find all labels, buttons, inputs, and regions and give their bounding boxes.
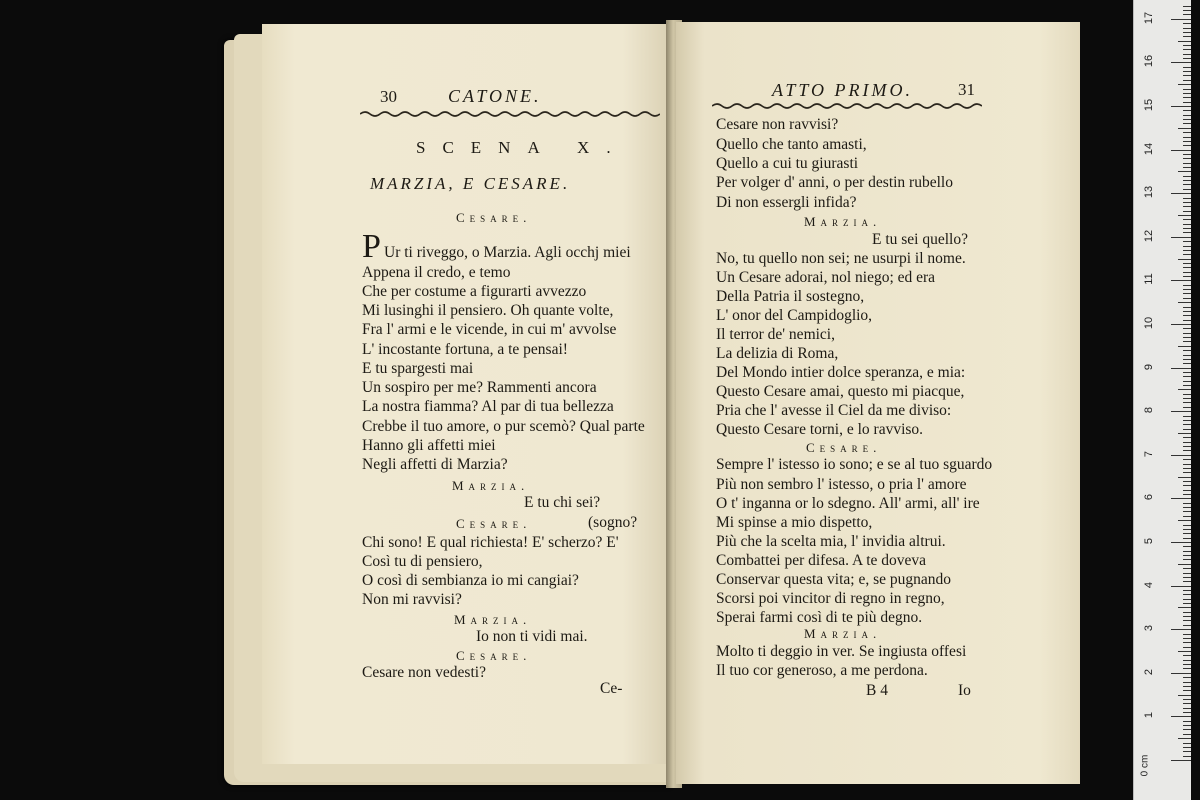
- ruler-tick: [1171, 237, 1191, 238]
- ruler-tick: [1171, 280, 1191, 281]
- verse-line: Un sospiro per me? Rammenti ancora: [362, 379, 597, 396]
- ruler-tick: [1183, 381, 1191, 382]
- ruler-number: 3: [1143, 625, 1155, 632]
- left-page-number: 30: [380, 87, 397, 106]
- ruler-tick: [1183, 337, 1191, 338]
- verse-line: La nostra fiamma? Al par di tua bellezza: [362, 398, 614, 415]
- ruler-unit-label: 0 cm: [1139, 754, 1151, 777]
- ruler-number: 15: [1143, 98, 1155, 112]
- ruler-tick: [1183, 276, 1191, 277]
- ruler-tick: [1183, 511, 1191, 512]
- ruler-tick: [1178, 607, 1191, 608]
- verse-line: Pria che l' avesse il Ciel da me diviso:: [716, 402, 952, 419]
- ruler-tick: [1183, 620, 1191, 621]
- ruler-tick: [1183, 67, 1191, 68]
- left-ornament-rule: [360, 110, 660, 118]
- ruler-tick: [1183, 372, 1191, 373]
- ruler-number: 17: [1143, 11, 1155, 24]
- ruler-tick: [1183, 267, 1191, 268]
- ruler-tick: [1183, 293, 1191, 294]
- verse-line: Quello a cui tu giurasti: [716, 155, 859, 172]
- ruler-tick: [1183, 167, 1191, 168]
- ruler-tick: [1183, 176, 1191, 177]
- ruler-tick: [1183, 89, 1191, 90]
- verse-line: Questo Cesare amai, questo mi piacque,: [716, 383, 965, 400]
- ruler-tick: [1183, 490, 1191, 491]
- ruler-tick: [1178, 215, 1191, 216]
- ruler-tick: [1171, 106, 1191, 107]
- ruler-tick: [1183, 503, 1191, 504]
- ruler-tick: [1183, 581, 1191, 582]
- ruler-tick: [1183, 54, 1191, 55]
- verse-line: Di non essergli infida?: [716, 194, 857, 211]
- ruler-tick: [1183, 154, 1191, 155]
- ruler-tick: [1183, 743, 1191, 744]
- ruler-tick: [1183, 590, 1191, 591]
- ruler-tick: [1171, 716, 1191, 717]
- ruler-number: 16: [1143, 55, 1155, 68]
- verse-line: O così di sembianza io mi cangiai?: [362, 572, 579, 589]
- ruler-tick: [1183, 137, 1191, 138]
- ruler-tick: [1183, 525, 1191, 526]
- verse-line: Scorsi poi vincitor di regno in regno,: [716, 590, 945, 607]
- speaker-label: Cesare.: [456, 516, 532, 531]
- ruler-tick: [1183, 219, 1191, 220]
- ruler-tick: [1183, 734, 1191, 735]
- verse-line: Più non sembro l' istesso, o pria l' amore: [716, 476, 967, 493]
- verse-line: Sperai farmi così di te più degno.: [716, 609, 923, 626]
- ruler-tick: [1178, 171, 1191, 172]
- ruler-tick: [1183, 551, 1191, 552]
- catchword: Io: [958, 682, 971, 699]
- verse-line: Più che la scelta mia, l' invidia altrui.: [716, 533, 946, 550]
- ruler-tick: [1178, 738, 1191, 739]
- ruler-tick: [1183, 145, 1191, 146]
- ruler-tick: [1183, 712, 1191, 713]
- speaker-label: Marzia.: [452, 478, 530, 493]
- ruler-tick: [1183, 437, 1191, 438]
- ruler-tick: [1183, 721, 1191, 722]
- ruler-tick: [1178, 302, 1191, 303]
- ruler-number: 6: [1143, 494, 1155, 501]
- ruler-tick: [1183, 529, 1191, 530]
- drop-capital: P: [362, 228, 381, 265]
- ruler-tick: [1183, 58, 1191, 59]
- ruler-tick: [1183, 729, 1191, 730]
- ruler-tick: [1183, 568, 1191, 569]
- ruler-tick: [1183, 224, 1191, 225]
- ruler-tick: [1171, 455, 1191, 456]
- ruler-tick: [1183, 690, 1191, 691]
- right-running-head: ATTO PRIMO.: [772, 80, 913, 100]
- ruler-tick: [1183, 446, 1191, 447]
- ruler-tick: [1183, 625, 1191, 626]
- ruler-tick: [1183, 533, 1191, 534]
- verse-line: Del Mondo intier dolce speranza, e mia:: [716, 364, 966, 381]
- ruler-tick: [1183, 115, 1191, 116]
- ruler-tick: [1183, 6, 1191, 7]
- ruler-tick: [1183, 28, 1191, 29]
- right-page-number: 31: [958, 80, 975, 99]
- verse-line: Conservar questa vita; e, se pugnando: [716, 571, 952, 588]
- ruler-tick: [1183, 668, 1191, 669]
- ruler-number: 13: [1143, 186, 1155, 199]
- ruler-tick: [1183, 634, 1191, 635]
- ruler-tick: [1183, 555, 1191, 556]
- ruler-tick: [1183, 442, 1191, 443]
- scene-title: SCENA X.: [416, 138, 628, 157]
- right-ornament-rule: [712, 102, 982, 110]
- ruler-tick: [1183, 516, 1191, 517]
- ruler-number: 1: [1143, 712, 1155, 719]
- ruler-tick: [1178, 564, 1191, 565]
- scene-characters: MARZIA, E CESARE.: [370, 174, 571, 193]
- ruler-tick: [1183, 110, 1191, 111]
- ruler-number: 14: [1143, 142, 1155, 155]
- ruler-tick: [1183, 472, 1191, 473]
- ruler-tick: [1183, 320, 1191, 321]
- ruler-tick: [1183, 189, 1191, 190]
- ruler-tick: [1183, 328, 1191, 329]
- ruler-tick: [1183, 429, 1191, 430]
- verse-line: Chi sono! E qual richiesta! E' scherzo? E': [362, 534, 619, 551]
- verse-line: Combattei per difesa. A te doveva: [716, 552, 927, 569]
- ruler-tick: [1183, 664, 1191, 665]
- ruler-tick: [1183, 747, 1191, 748]
- ruler-tick: [1171, 62, 1191, 63]
- ruler-tick: [1183, 350, 1191, 351]
- verse-line: Appena il credo, e temo: [362, 264, 511, 281]
- ruler-tick: [1183, 363, 1191, 364]
- verse-line: Cesare non vedesti?: [362, 664, 486, 681]
- ruler-tick: [1183, 250, 1191, 251]
- ruler-tick: [1171, 324, 1191, 325]
- ruler-tick: [1183, 647, 1191, 648]
- ruler-tick: [1183, 71, 1191, 72]
- speaker-label: Cesare.: [456, 210, 532, 225]
- left-running-head: CATONE.: [448, 86, 542, 106]
- ruler-tick: [1183, 464, 1191, 465]
- ruler-tick: [1178, 520, 1191, 521]
- verse-line: Un Cesare adorai, nol niego; ed era: [716, 269, 936, 286]
- ruler-number: 9: [1143, 363, 1155, 370]
- verse-line: (sogno?: [588, 514, 638, 531]
- ruler-tick: [1178, 389, 1191, 390]
- ruler-tick: [1183, 285, 1191, 286]
- ruler-tick: [1183, 289, 1191, 290]
- verse-line: Molto ti deggio in ver. Se ingiusta offesi: [716, 643, 967, 660]
- ruler-number: 7: [1143, 450, 1155, 457]
- ruler-tick: [1171, 760, 1191, 761]
- speaker-label: Marzia.: [454, 612, 532, 627]
- ruler-number: 10: [1143, 316, 1155, 330]
- verse-line: E tu chi sei?: [524, 494, 601, 511]
- ruler-tick: [1183, 49, 1191, 50]
- ruler-number: 12: [1143, 229, 1155, 242]
- ruler-number: 11: [1143, 273, 1155, 286]
- ruler-tick: [1183, 241, 1191, 242]
- ruler-tick: [1183, 254, 1191, 255]
- ruler-tick: [1171, 150, 1191, 151]
- ruler-tick: [1183, 14, 1191, 15]
- ruler-tick: [1183, 80, 1191, 81]
- ruler-tick: [1183, 180, 1191, 181]
- signature-mark: B 4: [866, 682, 888, 699]
- ruler-tick: [1183, 355, 1191, 356]
- verse-line: Hanno gli affetti miei: [362, 437, 496, 454]
- ruler-tick: [1183, 75, 1191, 76]
- ruler-tick: [1178, 41, 1191, 42]
- verse-line: Quello che tanto amasti,: [716, 136, 867, 153]
- ruler-tick: [1183, 341, 1191, 342]
- ruler-tick: [1183, 559, 1191, 560]
- verse-line: Così tu di pensiero,: [362, 553, 483, 570]
- ruler-tick: [1183, 468, 1191, 469]
- ruler-tick: [1183, 450, 1191, 451]
- ruler-number: 2: [1143, 668, 1155, 675]
- catchword: Ce-: [600, 680, 623, 697]
- ruler-tick: [1183, 603, 1191, 604]
- ruler-tick: [1183, 402, 1191, 403]
- verse-line: Cesare non ravvisi?: [716, 116, 839, 133]
- left-page: [262, 24, 672, 764]
- ruler-tick: [1183, 132, 1191, 133]
- ruler-tick: [1183, 573, 1191, 574]
- ruler-tick: [1183, 184, 1191, 185]
- ruler-number: 5: [1143, 537, 1155, 545]
- ruler-tick: [1171, 411, 1191, 412]
- ruler-tick: [1183, 642, 1191, 643]
- ruler-tick: [1178, 128, 1191, 129]
- verse-line: O t' inganna or lo sdegno. All' armi, all' ire: [716, 495, 980, 512]
- ruler-tick: [1183, 546, 1191, 547]
- ruler-tick: [1183, 123, 1191, 124]
- verse-line: L' incostante fortuna, a te pensai!: [362, 341, 568, 358]
- ruler-tick: [1183, 699, 1191, 700]
- ruler-tick: [1183, 93, 1191, 94]
- ruler-tick: [1183, 45, 1191, 46]
- verse-line: Negli affetti di Marzia?: [362, 456, 508, 473]
- verse-line: Questo Cesare torni, e lo ravviso.: [716, 421, 924, 438]
- verse-line: Non mi ravvisi?: [362, 591, 462, 608]
- ruler-tick: [1183, 686, 1191, 687]
- verse-line: Ur ti riveggo, o Marzia. Agli occhj miei: [384, 244, 631, 261]
- ruler-tick: [1178, 477, 1191, 478]
- speaker-label: Cesare.: [456, 648, 532, 663]
- ruler-tick: [1171, 368, 1191, 369]
- ruler-tick: [1183, 612, 1191, 613]
- ruler-tick: [1178, 84, 1191, 85]
- ruler-tick: [1171, 193, 1191, 194]
- ruler-tick: [1183, 23, 1191, 24]
- ruler-tick: [1183, 398, 1191, 399]
- ruler-tick: [1183, 206, 1191, 207]
- verse-line: Fra l' armi e le vicende, in cui m' avvolse: [362, 321, 617, 338]
- ruler-tick: [1183, 507, 1191, 508]
- ruler-tick: [1178, 346, 1191, 347]
- ruler-tick: [1183, 202, 1191, 203]
- ruler-tick: [1183, 32, 1191, 33]
- ruler-tick: [1183, 416, 1191, 417]
- speaker-label: Cesare.: [806, 440, 882, 455]
- ruler-tick: [1183, 10, 1191, 11]
- ruler-tick: [1183, 660, 1191, 661]
- verse-line: Il terror de' nemici,: [716, 326, 835, 343]
- ruler-tick: [1183, 725, 1191, 726]
- ruler-tick: [1183, 756, 1191, 757]
- ruler-tick: [1183, 36, 1191, 37]
- ruler-tick: [1183, 485, 1191, 486]
- ruler-tick: [1171, 629, 1191, 630]
- ruler-tick: [1183, 263, 1191, 264]
- verse-line: La delizia di Roma,: [716, 345, 839, 362]
- ruler-tick: [1183, 494, 1191, 495]
- ruler-tick: [1183, 315, 1191, 316]
- ruler-tick: [1183, 228, 1191, 229]
- ruler-tick: [1171, 673, 1191, 674]
- verse-line: Il tuo cor generoso, a me perdona.: [716, 662, 928, 679]
- ruler-tick: [1171, 19, 1191, 20]
- ruler-tick: [1183, 538, 1191, 539]
- ruler-tick: [1183, 751, 1191, 752]
- verse-line: L' onor del Campidoglio,: [716, 307, 873, 324]
- ruler-tick: [1183, 359, 1191, 360]
- ruler-tick: [1183, 246, 1191, 247]
- verse-line: Crebbe il tuo amore, o pur scemò? Qual parte: [362, 418, 645, 435]
- ruler-tick: [1178, 651, 1191, 652]
- ruler-tick: [1183, 407, 1191, 408]
- verse-line: Mi lusinghi il pensiero. Oh quante volte,: [362, 302, 614, 319]
- ruler-tick: [1171, 498, 1191, 499]
- ruler-tick: [1183, 211, 1191, 212]
- ruler-tick: [1183, 141, 1191, 142]
- ruler-tick: [1178, 695, 1191, 696]
- verse-line: Sempre l' istesso io sono; e se al tuo sguardo: [716, 456, 993, 473]
- ruler-tick: [1183, 708, 1191, 709]
- ruler-tick: [1178, 259, 1191, 260]
- ruler-tick: [1183, 307, 1191, 308]
- ruler-tick: [1183, 232, 1191, 233]
- ruler-tick: [1183, 459, 1191, 460]
- ruler-tick: [1178, 433, 1191, 434]
- ruler-tick: [1183, 703, 1191, 704]
- ruler-tick: [1183, 594, 1191, 595]
- ruler-tick: [1183, 394, 1191, 395]
- ruler-tick: [1171, 586, 1191, 587]
- ruler-tick: [1183, 298, 1191, 299]
- ruler-tick: [1183, 272, 1191, 273]
- ruler-tick: [1183, 311, 1191, 312]
- ruler-tick: [1183, 376, 1191, 377]
- measuring-ruler: [1133, 0, 1191, 800]
- ruler-number: 8: [1143, 407, 1155, 414]
- right-page: [676, 22, 1080, 784]
- verse-line: Mi spinse a mio dispetto,: [716, 514, 873, 531]
- ruler-tick: [1183, 420, 1191, 421]
- ruler-tick: [1183, 385, 1191, 386]
- ruler-tick: [1183, 97, 1191, 98]
- ruler-tick: [1183, 638, 1191, 639]
- verse-line: Della Patria il sostegno,: [716, 288, 865, 305]
- ruler-tick: [1183, 616, 1191, 617]
- ruler-number: 4: [1143, 581, 1155, 588]
- verse-line: No, tu quello non sei; ne usurpi il nome.: [716, 250, 966, 267]
- ruler-tick: [1183, 682, 1191, 683]
- ruler-tick: [1183, 163, 1191, 164]
- verse-line: Io non ti vidi mai.: [476, 628, 588, 645]
- speaker-label: Marzia.: [804, 626, 882, 641]
- verse-line: E tu spargesti mai: [362, 360, 474, 377]
- verse-line: E tu sei quello?: [872, 231, 968, 248]
- ruler-tick: [1183, 577, 1191, 578]
- speaker-label: Marzia.: [804, 214, 882, 229]
- verse-line: Per volger d' anni, o per destin rubello: [716, 174, 953, 191]
- ruler-tick: [1183, 119, 1191, 120]
- ruler-tick: [1183, 158, 1191, 159]
- ruler-tick: [1183, 599, 1191, 600]
- ruler-tick: [1183, 677, 1191, 678]
- ruler-tick: [1183, 481, 1191, 482]
- ruler-tick: [1183, 102, 1191, 103]
- ruler-tick: [1183, 655, 1191, 656]
- ruler-tick: [1183, 424, 1191, 425]
- ruler-tick: [1183, 198, 1191, 199]
- ruler-tick: [1171, 542, 1191, 543]
- verse-line: Che per costume a figurarti avvezzo: [362, 283, 587, 300]
- ruler-tick: [1183, 333, 1191, 334]
